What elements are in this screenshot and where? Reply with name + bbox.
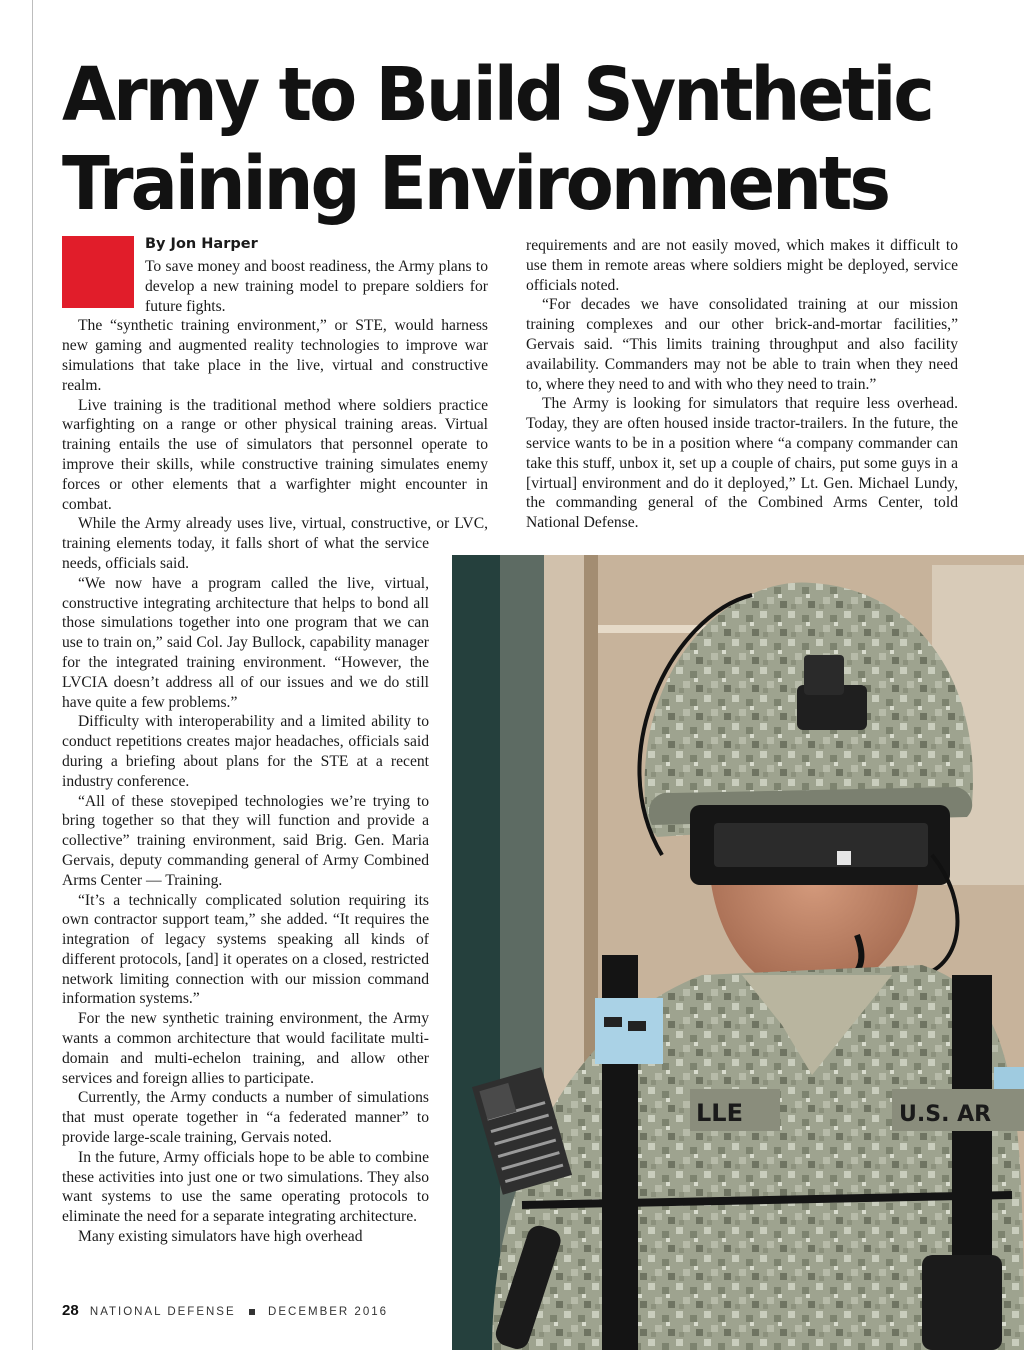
paragraph: Live training is the traditional method where soldiers practice warfighting on a range or other physical training areas. Virtual training entails the use of simulators that personnel operate to improve their skills, while constructive training simulates enemy forces or other elements that a warfighter might encounter in combat. xyxy=(62,396,488,513)
paragraph: “It’s a technically complicated solution requiring its own contractor support team,” she added. “It requires the integration of legacy systems speaking all kinds of different protocols, [and] it operates on a closed, restricted network limiting connection with our mission command information systems.” xyxy=(62,891,429,1008)
left-column xyxy=(62,257,489,1281)
paragraph: The Army is looking for simulators that require less overhead. Today, they are often housed inside tractor-trailers. In the future, the service wants to be in a position where “a company commander can take this stuff, unbox it, set up a couple of chairs, put some guys in a [virtual] environment and do it deployed,” Lt. Gen. Michael Lundy, the commanding general of the Combined Arms Center, told National Defense. xyxy=(526,395,958,532)
paragraph: In the future, Army officials hope to be able to combine these activities into just one or two simulations. They also want systems to use the same operating protocols to eliminate the need for a separate integrating architecture. xyxy=(62,1148,429,1226)
paragraph: “All of these stovepiped technologies we’re trying to bring together so that they will function and provide a collective” training environment, said Brig. Gen. Maria Gervais, deputy commanding general of Army Combined Arms Center — Training. xyxy=(62,792,429,889)
footer-separator xyxy=(249,1309,255,1315)
name-tape-label: LLE xyxy=(696,1099,743,1127)
page-margin-rule xyxy=(32,0,33,1350)
paragraph: Many existing simulators have high overhead xyxy=(78,1228,363,1246)
headline-line-2: Training Environments xyxy=(62,140,889,228)
article-headline xyxy=(62,50,982,228)
paragraph: The “synthetic training environment,” or STE, would harness new gaming and augmented reality technologies to improve war simulations that take place in the live, virtual and constructive realm. xyxy=(62,317,488,394)
paragraph: While the Army already uses live, virtual, constructive, or LVC, training elements today, it falls short of what the service needs, officials said. xyxy=(62,515,488,572)
issue-date: DECEMBER 2016 xyxy=(268,1306,389,1318)
paragraph: Currently, the Army conducts a number of simulations that must operate together in “a federated manner” to provide large-scale training, Gervais noted. xyxy=(62,1089,429,1147)
paragraph: requirements and are not easily moved, which makes it difficult to use them in remote areas where soldiers might be deployed, service officials noted. xyxy=(526,237,958,294)
paragraph: “We now have a program called the live, virtual, constructive integrating architecture that helps to bond all those simulations together into one program that we can use to train on,” said Col. Jay Bullock, capability manager for the integrated training environment. “However, the LVCIA doesn’t address all of our issues and we do still have quite a few problems.” xyxy=(62,574,429,711)
page-number: 28 xyxy=(62,1302,79,1319)
publication-name: NATIONAL DEFENSE xyxy=(89,1306,236,1318)
headline-line-1: Army to Build Synthetic xyxy=(62,51,932,138)
soldier-vr-headset-photo xyxy=(452,555,1024,1350)
photo-illustration xyxy=(452,555,1024,1350)
paragraph: To save money and boost readiness, the Army plans to develop a new training model to prepare soldiers for future fights. xyxy=(145,258,488,315)
right-column xyxy=(526,236,958,533)
page-footer xyxy=(62,1302,388,1319)
byline: By Jon Harper xyxy=(145,236,258,252)
paragraph: “For decades we have consolidated training at our mission training complexes and our other brick-and-mortar facilities,” Gervais said. “This limits training throughput and also facility availability. Commanders may not be able to train when they need to, where they need to and with who they need to train.” xyxy=(526,296,958,393)
paragraph: For the new synthetic training environment, the Army wants a common architecture that would facilitate multi-domain and multi-echelon training, and allow other services and foreign allies to participate. xyxy=(62,1010,429,1087)
paragraph: Difficulty with interoperability and a limited ability to conduct repetitions creates major headaches, officials said during a briefing about plans for the STE at a recent industry conference. xyxy=(62,713,429,790)
branch-tape-label: U.S. AR xyxy=(899,1102,992,1127)
